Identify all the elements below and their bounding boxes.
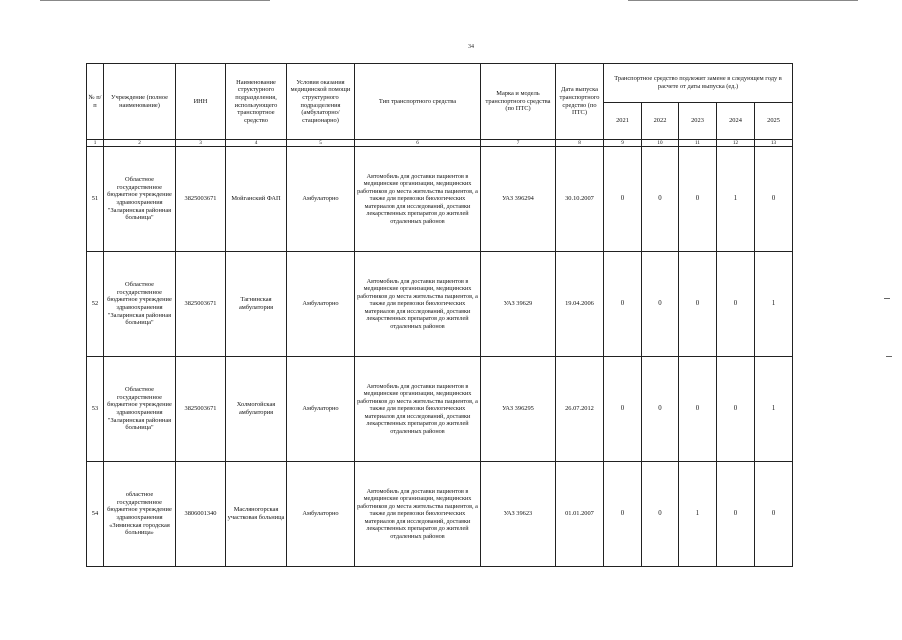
row-vehicle-type: Автомобиль для доставки пациентов в медицинские организации, медицинских работников до места жительства пациентов, а также для перевозки биологических материалов для исследований, доставки лекарственных препаратов до жителей отдаленных районов: [355, 357, 481, 462]
table-row: [87, 147, 793, 252]
margin-mark: [884, 298, 890, 299]
column-number: 1: [87, 140, 104, 147]
row-num: 51: [87, 147, 104, 252]
header-year: 2022: [642, 103, 679, 140]
row-year-2024: 0: [717, 357, 755, 462]
row-institution: Областное государственное бюджетное учреждение здравоохранения "Заларинская районная больница": [104, 147, 176, 252]
row-year-2025: 0: [755, 147, 793, 252]
column-number: 3: [176, 140, 226, 147]
column-number: 7: [481, 140, 556, 147]
row-year-2021: 0: [604, 357, 642, 462]
row-year-2023: 1: [679, 462, 717, 567]
row-year-2024: 0: [717, 462, 755, 567]
row-num: 54: [87, 462, 104, 567]
header-unit-name: Наименование структурного подразделения, использующего транспортное средство: [226, 64, 287, 140]
row-year-2025: 1: [755, 252, 793, 357]
row-inn: 3825003671: [176, 357, 226, 462]
header-year: 2021: [604, 103, 642, 140]
row-institution: Областное государственное бюджетное учреждение здравоохранения "Заларинская районная больница": [104, 357, 176, 462]
row-vehicle-type: Автомобиль для доставки пациентов в медицинские организации, медицинских работников до места жительства пациентов, а также для перевозки биологических материалов для исследований, доставки лекарственных препаратов до жителей отдаленных районов: [355, 462, 481, 567]
header-year: 2025: [755, 103, 793, 140]
row-year-2025: 0: [755, 462, 793, 567]
header-year: 2024: [717, 103, 755, 140]
column-number: 11: [679, 140, 717, 147]
row-model: УАЗ 396295: [481, 357, 556, 462]
row-inn: 3806001340: [176, 462, 226, 567]
row-year-2021: 0: [604, 147, 642, 252]
column-number: 9: [604, 140, 642, 147]
row-conditions: Амбулаторно: [287, 252, 355, 357]
column-number: 5: [287, 140, 355, 147]
row-year-2022: 0: [642, 357, 679, 462]
header-num: № п/п: [87, 64, 104, 140]
vehicle-replacement-table: [86, 63, 793, 567]
row-year-2022: 0: [642, 462, 679, 567]
row-unit: Холмогойская амбулатория: [226, 357, 287, 462]
row-release-date: 26.07.2012: [556, 357, 604, 462]
row-conditions: Амбулаторно: [287, 357, 355, 462]
table-row: [87, 252, 793, 357]
column-number: 10: [642, 140, 679, 147]
row-year-2023: 0: [679, 357, 717, 462]
row-release-date: 01.01.2007: [556, 462, 604, 567]
column-number: 6: [355, 140, 481, 147]
row-unit: Масляногорская участковая больница: [226, 462, 287, 567]
header-release-date: Дата выпуска транспортного средство (по ПТС): [556, 64, 604, 140]
row-model: УАЗ 39629: [481, 252, 556, 357]
row-institution: областное государственное бюджетное учреждение здравоохранения «Зиминская городская больница»: [104, 462, 176, 567]
column-number: 12: [717, 140, 755, 147]
row-num: 53: [87, 357, 104, 462]
table-row: [87, 357, 793, 462]
row-year-2025: 1: [755, 357, 793, 462]
row-release-date: 30.10.2007: [556, 147, 604, 252]
column-number: 2: [104, 140, 176, 147]
column-number: 4: [226, 140, 287, 147]
row-conditions: Амбулаторно: [287, 462, 355, 567]
row-year-2022: 0: [642, 252, 679, 357]
row-conditions: Амбулаторно: [287, 147, 355, 252]
row-year-2024: 0: [717, 252, 755, 357]
column-number: 13: [755, 140, 793, 147]
header-vehicle-type: Тип транспортного средства: [355, 64, 481, 140]
row-vehicle-type: Автомобиль для доставки пациентов в медицинские организации, медицинских работников до места жительства пациентов, а также для перевозки биологических материалов для исследований, доставки лекарственных препаратов до жителей отдаленных районов: [355, 252, 481, 357]
row-year-2023: 0: [679, 147, 717, 252]
row-unit: Тагнинская амбулатория: [226, 252, 287, 357]
row-num: 52: [87, 252, 104, 357]
document-frame: [86, 63, 792, 567]
row-release-date: 19.04.2006: [556, 252, 604, 357]
row-unit: Мойганский ФАП: [226, 147, 287, 252]
column-number-row: [87, 140, 793, 147]
header-inn: ИНН: [176, 64, 226, 140]
row-model: УАЗ 39623: [481, 462, 556, 567]
row-year-2024: 1: [717, 147, 755, 252]
header-institution: Учреждение (полное наименование): [104, 64, 176, 140]
row-year-2023: 0: [679, 252, 717, 357]
scan-edge-line: [40, 0, 270, 1]
header-model: Марка и модель транспортного средства (по ПТС): [481, 64, 556, 140]
header-year: 2023: [679, 103, 717, 140]
row-inn: 3825003671: [176, 147, 226, 252]
header-care-conditions: Условия оказания медицинской помощи структурного подразделения (амбулаторно/стационарно): [287, 64, 355, 140]
scan-edge-line: [628, 0, 858, 1]
row-institution: Областное государственное бюджетное учреждение здравоохранения "Заларинская районная больница": [104, 252, 176, 357]
margin-mark: [886, 356, 892, 357]
row-vehicle-type: Автомобиль для доставки пациентов в медицинские организации, медицинских работников до места жительства пациентов, а также для перевозки биологических материалов для исследований, доставки лекарственных препаратов до жителей отдаленных районов: [355, 147, 481, 252]
row-inn: 3825003671: [176, 252, 226, 357]
page-number: 34: [468, 44, 474, 50]
column-number: 8: [556, 140, 604, 147]
header-replacement-group: Транспортное средство подлежит замене в следующем году в расчете от даты выпуска (ед.): [604, 64, 793, 103]
row-year-2021: 0: [604, 252, 642, 357]
row-year-2022: 0: [642, 147, 679, 252]
row-year-2021: 0: [604, 462, 642, 567]
table-row: [87, 462, 793, 567]
row-model: УАЗ 396294: [481, 147, 556, 252]
